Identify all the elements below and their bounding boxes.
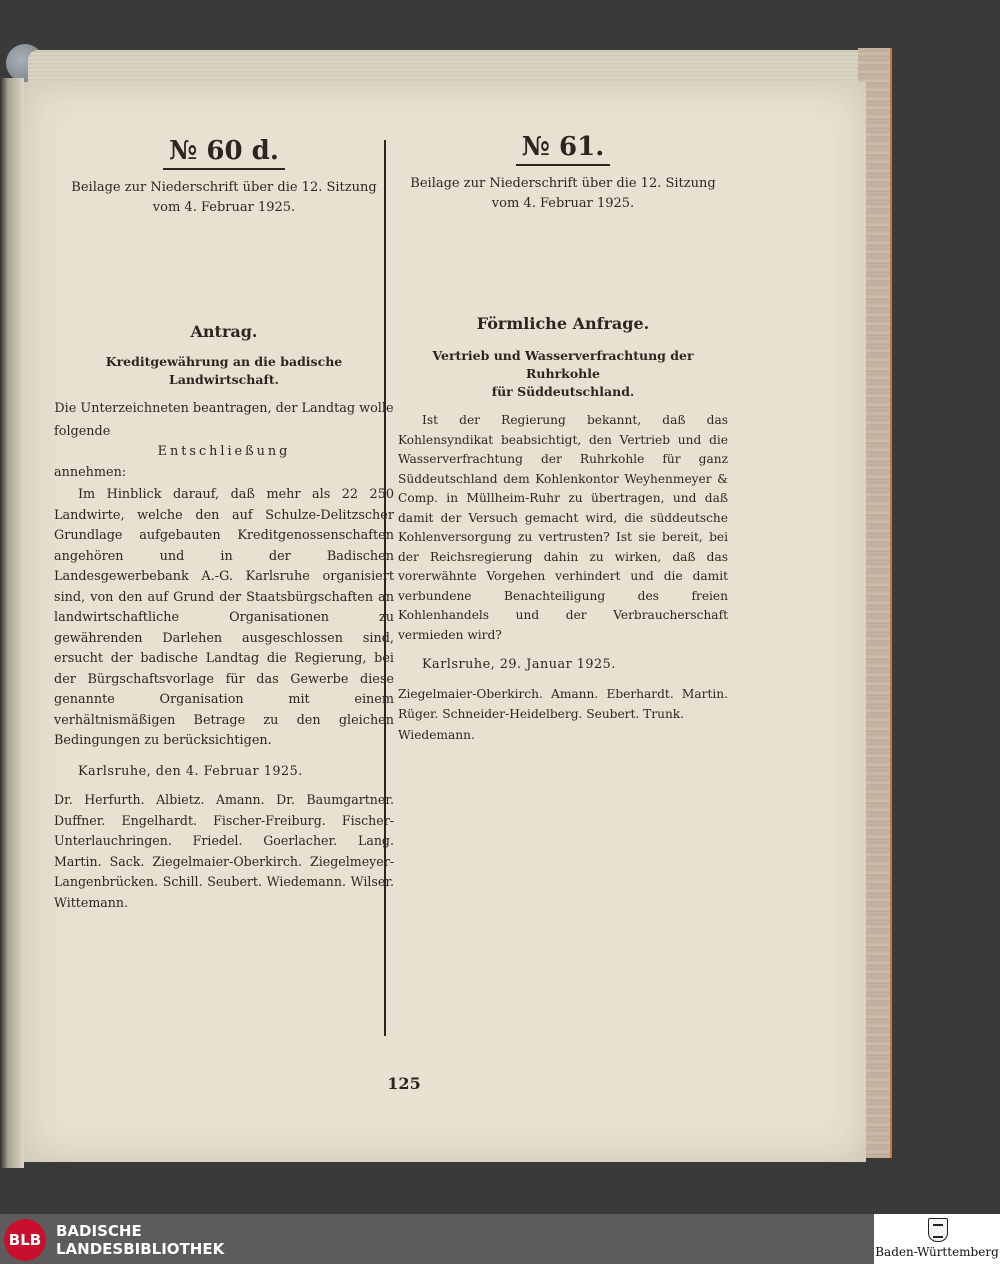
- annehmen-line: annehmen:: [54, 464, 127, 480]
- document-page: [24, 82, 866, 1162]
- antrag-subheading: Kreditgewährung an die badische Landwirtschaft.: [105, 354, 343, 387]
- folgende-line: folgende: [54, 423, 111, 439]
- right-column: [398, 82, 728, 745]
- baden-wuerttemberg-logo[interactable]: [874, 1214, 1000, 1264]
- state-name: Baden-Württemberg: [875, 1245, 999, 1259]
- antrag-body: Im Hinblick darauf, daß mehr als 22 250 Landwirte, welche den auf Schulze-Delitzscher Grundlage aufgebauten Kreditgenossenschaften angehören und in der Badischen Landesgewerbebank A.-G. Karlsruhe organisiert sind, von den auf Grund der Staatsbürgschaften an landwirtschaftliche Organisationen zu gewährenden Darlehen ausgeschlossen sind, ersucht der badische Landtag die Regierung, bei der Bürgschaftsvorlage für das Gewerbe diese genannte Organisation mit einem verhältnismäßigen Betrage zu den gleichen Bedingungen zu berücksichtigen.: [54, 487, 394, 748]
- anfrage-heading: Förmliche Anfrage.: [476, 314, 650, 333]
- footer-bar: [0, 1214, 1000, 1264]
- beilage-note: Beilage zur Niederschrift über die 12. Sitzung vom 4. Februar 1925.: [71, 180, 377, 215]
- blb-logo-icon[interactable]: BLB: [4, 1219, 46, 1261]
- place-date: Karlsruhe, 29. Januar 1925.: [422, 657, 616, 672]
- signatories: Dr. Herfurth. Albietz. Amann. Dr. Baumgartner. Duffner. Engelhardt. Fischer-Freiburg. Fischer-Unterlauchringen. Friedel. Goerlacher. Lang. Martin. Sack. Ziegelmaier-Oberkirch. Ziegelmeyer-Langenbrücken. Schill. Seubert. Wiedemann. Wilser. Wittemann.: [54, 792, 394, 910]
- document-number-61: № 61.: [398, 132, 728, 166]
- place-date: Karlsruhe, den 4. Februar 1925.: [78, 763, 303, 779]
- intro-line: Die Unterzeichneten beantragen, der Landtag wolle: [54, 401, 394, 416]
- left-column: [54, 82, 394, 913]
- page-stack-top: [28, 50, 870, 84]
- page-number: 125: [387, 1074, 421, 1093]
- last-signatory: Wiedemann.: [398, 727, 475, 742]
- document-number-60d: № 60 d.: [54, 136, 394, 170]
- left-page-edge: [0, 78, 24, 1168]
- beilage-note: Beilage zur Niederschrift über die 12. Sitzung vom 4. Februar 1925.: [410, 176, 716, 211]
- coat-of-arms-icon: [928, 1218, 948, 1242]
- antrag-heading: Antrag.: [190, 322, 258, 341]
- library-name[interactable]: BADISCHE LANDESBIBLIOTHEK: [56, 1222, 225, 1258]
- entschliessung-title: Entschließung: [157, 444, 291, 459]
- anfrage-subheading: Vertrieb und Wasserverfrachtung der Ruhrkohle für Süddeutschland.: [432, 348, 694, 399]
- signatories: Ziegelmaier-Oberkirch. Amann. Eberhardt. Martin. Rüger. Schneider-Heidelberg. Seubert. Trunk.: [398, 686, 728, 721]
- anfrage-body: Ist der Regierung bekannt, daß das Kohlensyndikat beabsichtigt, den Vertrieb und die Wasserverfrachtung der Ruhrkohle für ganz Süddeutschland dem Kohlenkontor Weyhenmeyer & Comp. in Müllheim-Ruhr zu übertragen, und daß damit der Versuch gemacht wird, die süddeutsche Kohlenversorgung zu vertrusten? Ist sie bereit, bei der Reichsregierung dahin zu wirken, daß das vorerwähnte Vorgehen verhindert und die damit verbundene Benachteiligung des freien Kohlenhandels und der Verbraucherschaft vermieden wird?: [398, 413, 728, 642]
